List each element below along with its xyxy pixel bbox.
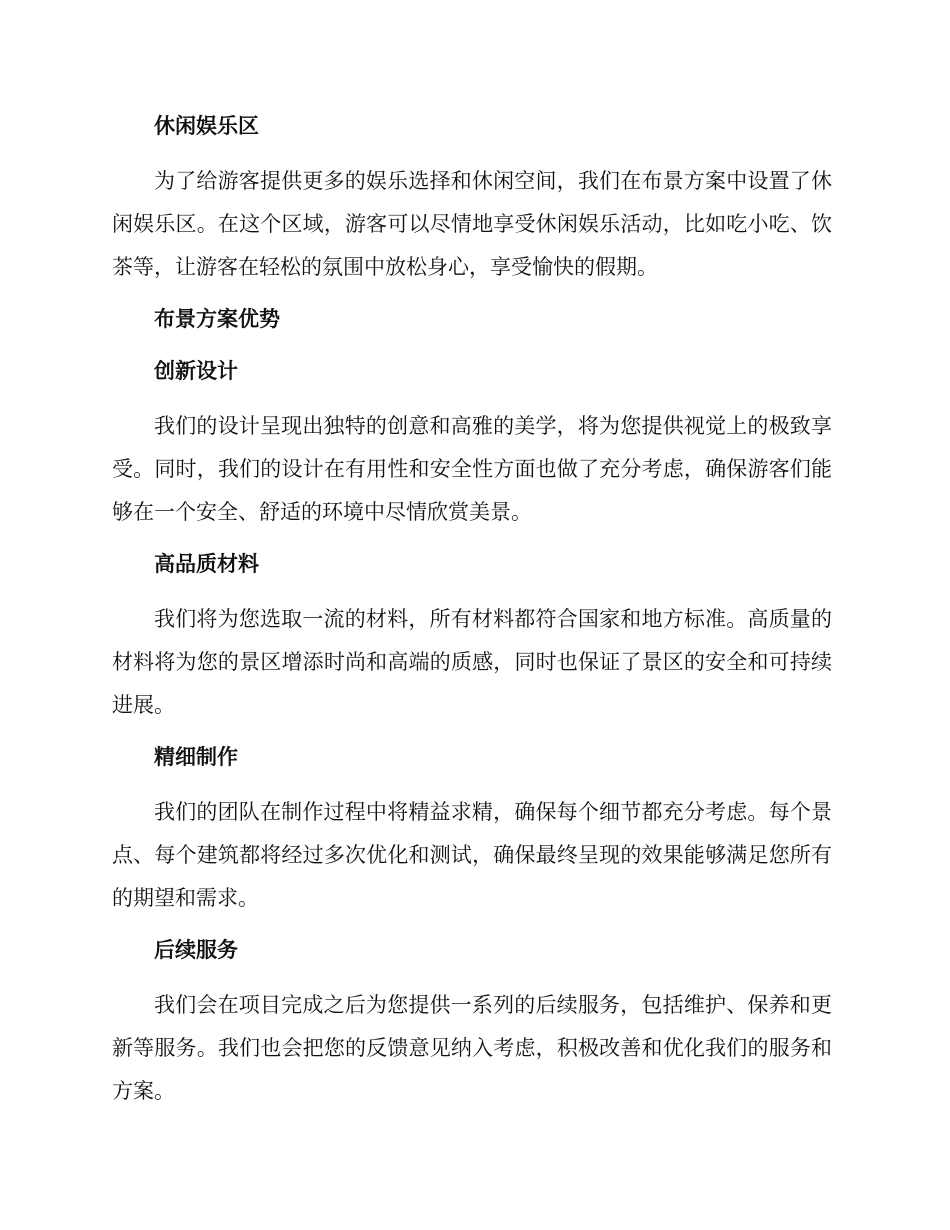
paragraph-fine-craftsmanship: 我们的团队在制作过程中将精益求精，确保每个细节都充分考虑。每个景点、每个建筑都将经过多次优化和测试，确保最终呈现的效果能够满足您所有的期望和需求。: [112, 800, 832, 910]
paragraph-after-service: 我们会在项目完成之后为您提供一系列的后续服务，包括维护、保养和更新等服务。我们也会把您的反馈意见纳入考虑，积极改善和优化我们的服务和方案。: [112, 993, 832, 1103]
paragraph-quality-materials: 我们将为您选取一流的材料，所有材料都符合国家和地方标准。高质量的材料将为您的景区增添时尚和高端的质感，同时也保证了景区的安全和可持续进展。: [112, 607, 832, 717]
section-heading-after-service: 后续服务: [154, 938, 238, 962]
paragraph-leisure-area: 为了给游客提供更多的娱乐选择和休闲空间，我们在布景方案中设置了休闲娱乐区。在这个区域，游客可以尽情地享受休闲娱乐活动，比如吃小吃、饮茶等，让游客在轻松的氛围中放松身心，享受愉快的假期。: [112, 169, 832, 279]
section-heading-quality-materials: 高品质材料: [154, 552, 259, 576]
document-body: [112, 108, 832, 1125]
section-heading-fine-craftsmanship: 精细制作: [154, 745, 238, 769]
section-heading-innovative-design: 创新设计: [154, 359, 238, 383]
section-heading-advantages: 布景方案优势: [154, 307, 280, 331]
section-heading-leisure-area: 休闲娱乐区: [154, 114, 259, 138]
paragraph-innovative-design: 我们的设计呈现出独特的创意和高雅的美学，将为您提供视觉上的极致享受。同时，我们的设计在有用性和安全性方面也做了充分考虑，确保游客们能够在一个安全、舒适的环境中尽情欣赏美景。: [112, 414, 832, 524]
